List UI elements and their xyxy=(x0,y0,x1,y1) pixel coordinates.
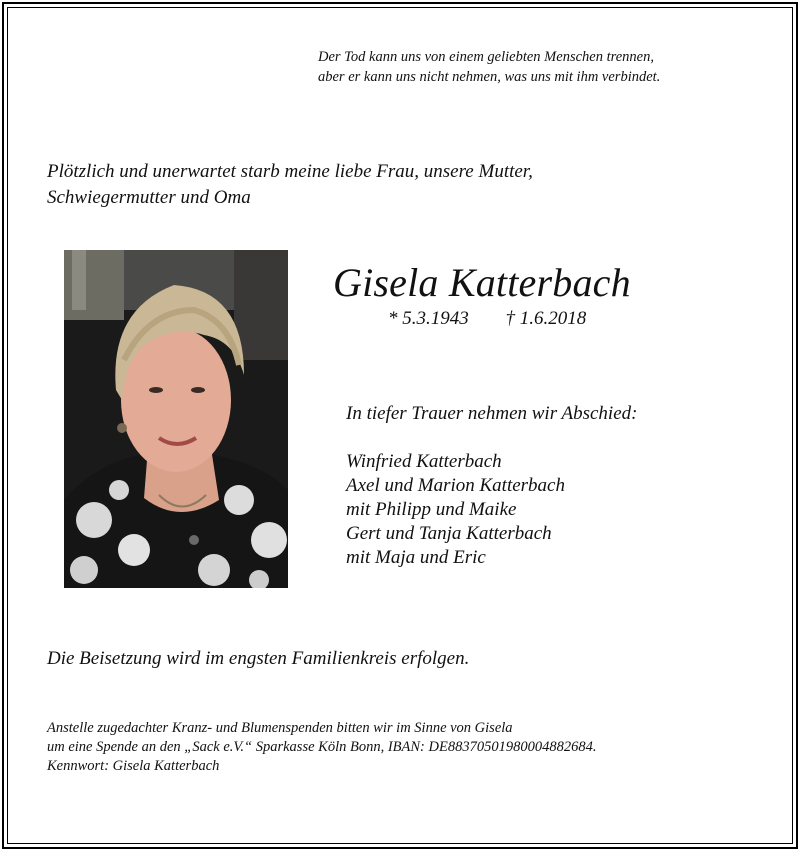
memorial-quote xyxy=(318,47,660,87)
quote-line-2: aber er kann uns nicht nehmen, was uns mit ihm verbindet. xyxy=(318,69,661,85)
portrait-photo xyxy=(64,250,288,588)
life-dates xyxy=(388,306,586,332)
intro-line-1: Plötzlich und unerwartet starb meine liebe Frau, unsere Mutter, xyxy=(47,161,533,182)
death-date: † 1.6.2018 xyxy=(505,308,587,329)
donation-request xyxy=(47,719,596,776)
donation-line-1: Anstelle zugedachter Kranz- und Blumenspenden bitten wir im Sinne von Gisela xyxy=(47,720,513,736)
mourner-name: Winfried Katterbach xyxy=(346,451,502,472)
mourners-block xyxy=(346,402,637,570)
mourner-name: mit Maja und Eric xyxy=(346,547,486,568)
intro-line-2: Schwiegermutter und Oma xyxy=(47,187,251,208)
mourner-name: Gert und Tanja Katterbach xyxy=(346,523,552,544)
quote-line-1: Der Tod kann uns von einem geliebten Menschen trennen, xyxy=(318,49,654,65)
birth-date: * 5.3.1943 xyxy=(388,308,469,329)
portrait-illustration xyxy=(64,250,288,588)
deceased-name: Gisela Katterbach xyxy=(333,260,631,305)
death-announcement-intro xyxy=(47,159,533,211)
donation-line-2: um eine Spende an den „Sack e.V.“ Sparkasse Köln Bonn, IBAN: DE88370501980004882684. xyxy=(47,739,597,755)
mourner-name: mit Philipp und Maike xyxy=(346,499,517,520)
burial-notice: Die Beisetzung wird im engsten Familienkreis erfolgen. xyxy=(47,648,470,669)
donation-line-3: Kennwort: Gisela Katterbach xyxy=(47,758,220,774)
mourner-name: Axel und Marion Katterbach xyxy=(346,475,565,496)
mourners-heading: In tiefer Trauer nehmen wir Abschied: xyxy=(346,403,638,424)
